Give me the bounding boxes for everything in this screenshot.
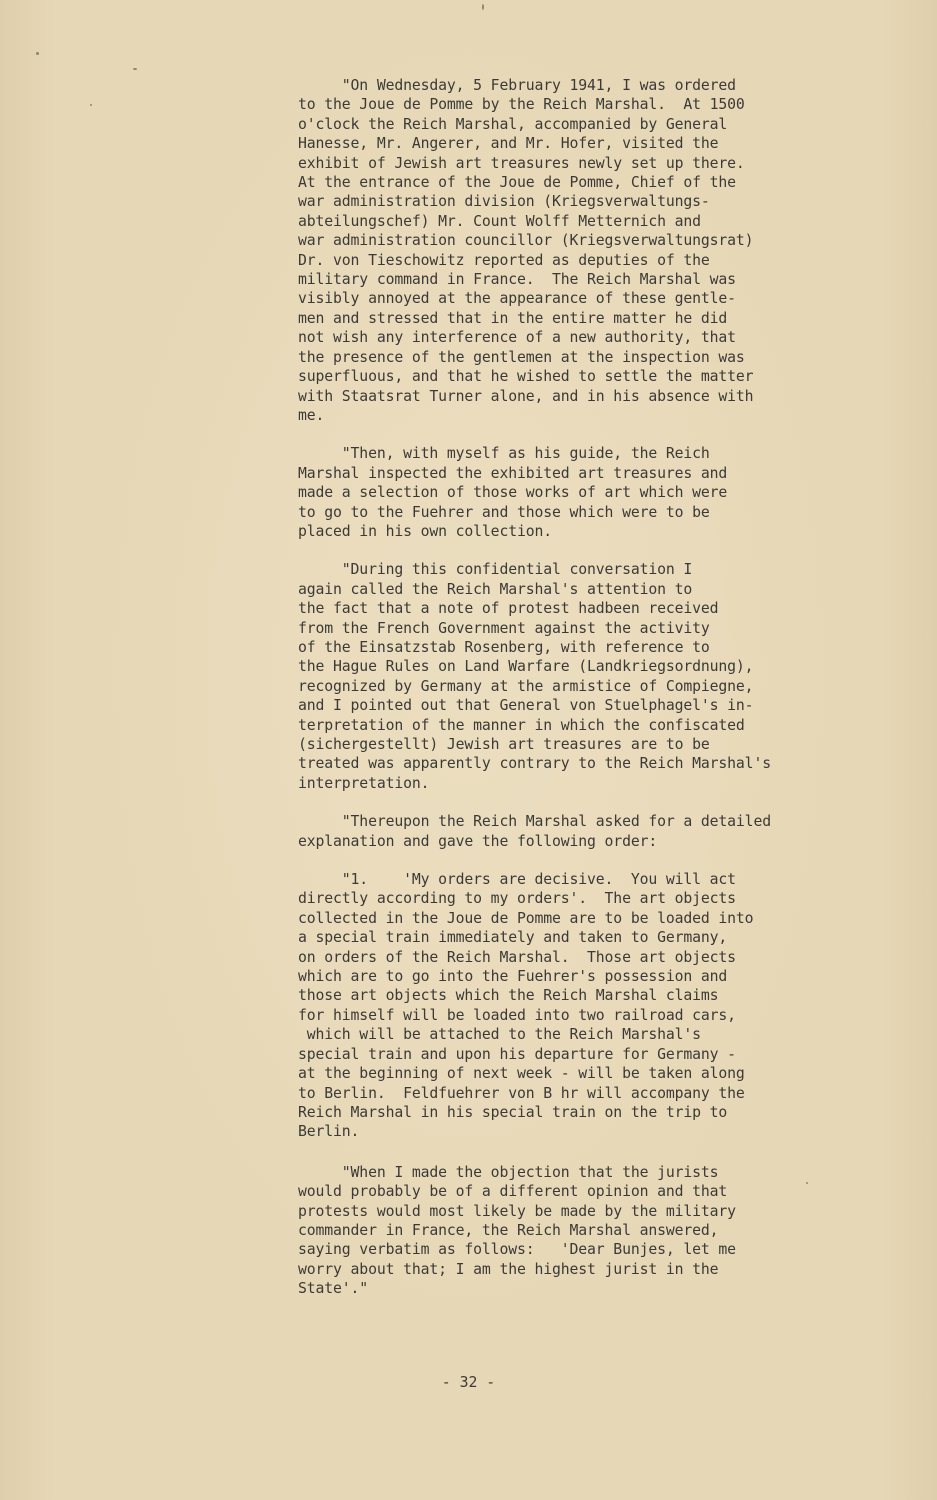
text-line: again called the Reich Marshal's attention to xyxy=(298,580,693,598)
text-line: "When I made the objection that the jurists xyxy=(298,1163,719,1181)
document-body xyxy=(298,76,838,1299)
text-line: Berlin. xyxy=(298,1123,360,1141)
text-line: me. xyxy=(298,406,325,424)
text-line: explanation and gave the following order: xyxy=(298,832,658,850)
text-line: superfluous, and that he wished to settle the matter xyxy=(298,368,754,386)
text-line: with Staatsrat Turner alone, and in his absence with xyxy=(298,387,754,405)
text-line: "Then, with myself as his guide, the Reich xyxy=(298,445,710,463)
text-line: "During this confidential conversation I xyxy=(298,561,693,579)
text-line: on orders of the Reich Marshal. Those art objects xyxy=(298,948,736,966)
text-line: special train and upon his departure for Germany - xyxy=(298,1045,736,1063)
text-line: at the beginning of next week - will be taken along xyxy=(298,1065,745,1083)
text-line: Marshal inspected the exhibited art treasures and xyxy=(298,464,728,482)
paper-speck xyxy=(90,104,92,106)
paragraph-1 xyxy=(298,76,838,425)
text-line: military command in France. The Reich Marshal was xyxy=(298,271,736,289)
paper-speck xyxy=(133,68,137,70)
text-line: saying verbatim as follows: 'Dear Bunjes, let me xyxy=(298,1241,736,1259)
text-line: (sichergestellt) Jewish art treasures are to be xyxy=(298,736,710,753)
text-line: the fact that a note of protest hadbeen received xyxy=(298,600,719,618)
text-line: treated was apparently contrary to the Reich Marshal's xyxy=(298,755,771,773)
text-line: recognized by Germany at the armistice of Compiegne, xyxy=(298,677,754,695)
text-line: abteilungschef) Mr. Count Wolff Metternich and xyxy=(298,212,701,230)
text-line: visibly annoyed at the appearance of these gentle- xyxy=(298,290,736,308)
text-line: from the French Government against the activity xyxy=(298,619,710,637)
paragraph-6 xyxy=(298,1163,838,1299)
text-line: terpretation of the manner in which the confiscated xyxy=(298,716,745,734)
text-line: commander in France, the Reich Marshal answered, xyxy=(298,1221,719,1239)
text-line: collected in the Joue de Pomme are to be loaded into xyxy=(298,909,754,927)
text-line: which will be attached to the Reich Marshal's xyxy=(298,1026,701,1044)
text-line: "On Wednesday, 5 February 1941, I was ordered xyxy=(298,77,736,94)
text-line: and I pointed out that General von Stuelphagel's in- xyxy=(298,697,754,715)
paragraph-3 xyxy=(298,560,838,793)
text-line: not wish any interference of a new authority, that xyxy=(298,329,736,347)
paragraph-5 xyxy=(298,870,838,1142)
text-line: worry about that; I am the highest jurist in the xyxy=(298,1260,719,1278)
text-line: to the Joue de Pomme by the Reich Marshal. At 1500 xyxy=(298,96,745,114)
text-line: which are to go into the Fuehrer's possession and xyxy=(298,968,728,986)
text-line: to Berlin. Feldfuehrer von B hr will accompany the xyxy=(298,1084,745,1102)
text-line: men and stressed that in the entire matter he did xyxy=(298,309,728,327)
text-line: interpretation. xyxy=(298,774,430,792)
text-line: war administration division (Kriegsverwaltungs- xyxy=(298,193,710,211)
text-line: At the entrance of the Joue de Pomme, Chief of the xyxy=(298,174,736,192)
text-line: war administration councillor (Kriegsverwaltungsrat) xyxy=(298,232,754,250)
text-line: Hanesse, Mr. Angerer, and Mr. Hofer, visited the xyxy=(298,135,719,153)
page-number-text: - 32 - xyxy=(441,1374,496,1391)
text-line: of the Einsatzstab Rosenberg, with reference to xyxy=(298,638,710,656)
text-line: State'." xyxy=(298,1280,369,1298)
text-line: those art objects which the Reich Marshal claims xyxy=(298,987,719,1005)
paper-speck xyxy=(36,52,39,55)
paper-speck xyxy=(482,4,484,10)
text-line: Dr. von Tieschowitz reported as deputies of the xyxy=(298,251,710,269)
text-line: made a selection of those works of art which were xyxy=(298,484,728,502)
text-line: Reich Marshal in his special train on the trip to xyxy=(298,1103,728,1121)
paragraph-4 xyxy=(298,812,838,851)
text-line: the presence of the gentlemen at the inspection was xyxy=(298,348,745,366)
text-line: for himself will be loaded into two railroad cars, xyxy=(298,1006,736,1024)
text-line: placed in his own collection. xyxy=(298,522,552,540)
text-line: the Hague Rules on Land Warfare (Landkriegsordnung), xyxy=(298,658,754,676)
text-line: would probably be of a different opinion and that xyxy=(298,1183,728,1201)
text-line: "1. 'My orders are decisive. You will act xyxy=(298,871,736,889)
paragraph-2 xyxy=(298,444,838,541)
text-line: exhibit of Jewish art treasures newly set up there. xyxy=(298,154,745,172)
text-line: o'clock the Reich Marshal, accompanied by General xyxy=(298,115,728,133)
text-line: to go to the Fuehrer and those which were to be xyxy=(298,503,710,521)
text-line: a special train immediately and taken to Germany, xyxy=(298,929,728,947)
text-line: directly according to my orders'. The art objects xyxy=(298,890,736,908)
text-line: protests would most likely be made by the military xyxy=(298,1202,736,1220)
page-number xyxy=(0,1374,937,1391)
text-line: "Thereupon the Reich Marshal asked for a detailed xyxy=(298,813,771,831)
